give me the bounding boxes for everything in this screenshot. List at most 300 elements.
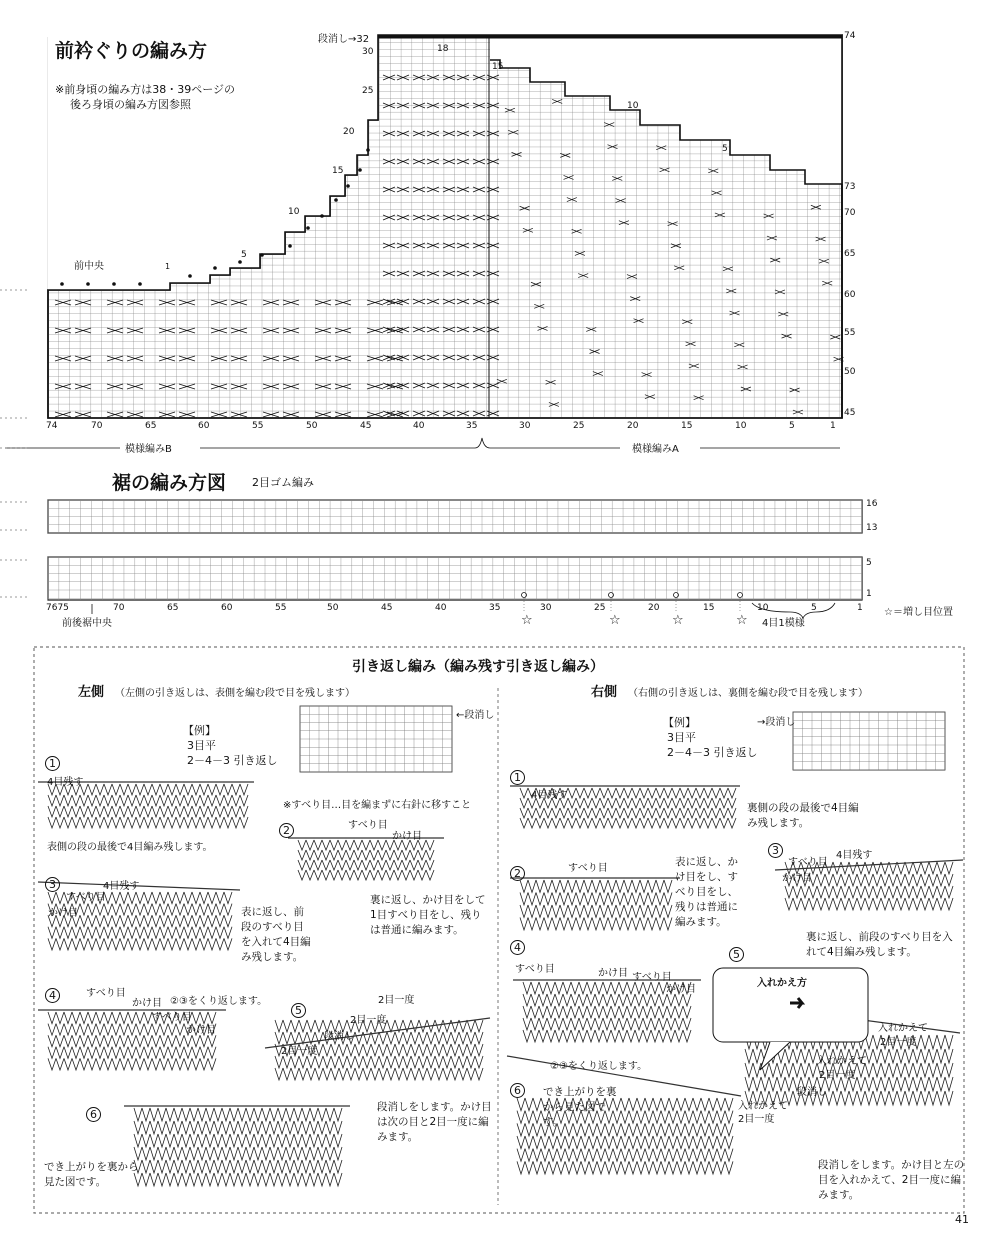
knit-stitch: [937, 1049, 945, 1063]
knit-stitch: [621, 1149, 629, 1162]
knit-stitch: [395, 1056, 403, 1068]
knit-stitch: [142, 1108, 150, 1121]
knit-stitch: [168, 1035, 176, 1047]
knit-stitch: [166, 1108, 174, 1121]
knit-stitch: [704, 818, 712, 828]
knit-stitch: [643, 1030, 651, 1042]
knit-stitch: [605, 1161, 613, 1174]
knit-stitch: [142, 1121, 150, 1134]
knit-stitch: [339, 1068, 347, 1080]
knit-stitch: [809, 1063, 817, 1077]
knit-stitch: [683, 1018, 691, 1030]
knit-stitch: [112, 806, 120, 817]
knit-stitch: [728, 798, 736, 808]
knit-stitch: [238, 1160, 246, 1173]
knit-stitch: [693, 1098, 701, 1111]
left-step5-text: 段消しをします。かけ目は次の目と2目一度に編みます。: [377, 1101, 492, 1143]
knit-stitch: [597, 1161, 605, 1174]
knit-stitch: [728, 818, 736, 828]
knit-stitch: [168, 795, 176, 806]
knit-stitch: [865, 862, 873, 874]
knit-stitch: [246, 1173, 254, 1186]
knit-stitch: [306, 850, 314, 860]
knit-stitch: [680, 808, 688, 818]
knit-stitch: [640, 808, 648, 818]
knit-stitch: [865, 1091, 873, 1105]
knit-stitch: [523, 1030, 531, 1042]
knit-stitch: [435, 1032, 443, 1044]
knit-stitch: [645, 1123, 653, 1136]
knit-stitch: [128, 904, 136, 916]
knit-stitch: [104, 1035, 112, 1047]
knit-stitch: [96, 938, 104, 950]
knit-stitch: [664, 808, 672, 818]
knit-stitch: [144, 806, 152, 817]
knit-stitch: [640, 893, 648, 906]
neck-col-10: 25: [573, 421, 585, 431]
right-step5-tag4: 2目一度: [819, 1070, 856, 1081]
knit-stitch: [680, 788, 688, 798]
knit-stitch: [222, 1160, 230, 1173]
knit-stitch: [560, 818, 568, 828]
knit-stitch: [520, 918, 528, 931]
knit-stitch: [637, 1136, 645, 1149]
knit-stitch: [833, 862, 841, 874]
knit-stitch: [857, 1077, 865, 1091]
knit-stitch: [331, 1044, 339, 1056]
knit-stitch: [648, 798, 656, 808]
knit-stitch: [291, 1068, 299, 1080]
knit-stitch: [889, 874, 897, 886]
knit-stitch: [355, 1056, 363, 1068]
knit-stitch: [745, 1049, 753, 1063]
knit-stitch: [587, 994, 595, 1006]
knit-stitch: [616, 798, 624, 808]
knit-stitch: [262, 1134, 270, 1147]
knit-stitch: [302, 1173, 310, 1186]
knit-stitch: [720, 818, 728, 828]
knit-stitch: [579, 994, 587, 1006]
knit-stitch: [208, 795, 216, 806]
knit-stitch: [198, 1121, 206, 1134]
neck-right-row-7: 45: [844, 408, 856, 418]
knit-stitch: [152, 892, 160, 904]
knit-stitch: [600, 798, 608, 808]
knit-stitch: [664, 918, 672, 931]
knit-stitch: [717, 1161, 725, 1174]
knit-stitch: [645, 1098, 653, 1111]
knit-stitch: [370, 850, 378, 860]
knit-stitch: [334, 1173, 342, 1186]
knit-stitch: [945, 874, 953, 886]
knit-stitch: [475, 1020, 483, 1032]
knit-stitch: [873, 886, 881, 898]
knit-stitch: [216, 817, 224, 828]
knit-stitch: [104, 1012, 112, 1024]
knit-stitch: [314, 840, 322, 850]
knit-stitch: [616, 818, 624, 828]
knit-stitch: [587, 982, 595, 994]
knit-stitch: [144, 915, 152, 927]
knit-stitch: [664, 798, 672, 808]
knit-stitch: [144, 892, 152, 904]
knit-stitch: [286, 1173, 294, 1186]
knit-stitch: [222, 1147, 230, 1160]
knit-stitch: [152, 1058, 160, 1070]
knit-stitch: [937, 886, 945, 898]
knit-stitch: [134, 1108, 142, 1121]
knit-stitch: [120, 784, 128, 795]
knit-stitch: [394, 860, 402, 870]
knit-stitch: [378, 850, 386, 860]
knit-stitch: [346, 840, 354, 850]
knit-stitch: [198, 1173, 206, 1186]
knit-stitch: [334, 1121, 342, 1134]
right-step6-num: 6: [510, 1083, 525, 1098]
knit-stitch: [520, 893, 528, 906]
knit-stitch: [88, 1024, 96, 1036]
knit-stitch: [552, 893, 560, 906]
knit-stitch: [394, 870, 402, 880]
knit-stitch: [905, 898, 913, 910]
page-number: 41: [955, 1213, 969, 1226]
knit-stitch: [571, 1018, 579, 1030]
right-step6-text: でき上がりを裏から見た図です。: [543, 1086, 617, 1128]
neck-right-row-0: 74: [844, 31, 856, 41]
knit-stitch: [270, 1147, 278, 1160]
knit-stitch: [184, 784, 192, 795]
knit-stitch: [584, 808, 592, 818]
knit-stitch: [659, 1018, 667, 1030]
knit-stitch: [88, 1047, 96, 1059]
knit-stitch: [286, 1108, 294, 1121]
knit-stitch: [937, 862, 945, 874]
knit-stitch: [232, 817, 240, 828]
knit-stitch: [120, 1058, 128, 1070]
knit-stitch: [286, 1121, 294, 1134]
knit-stitch: [88, 784, 96, 795]
knit-stitch: [112, 1024, 120, 1036]
knit-stitch: [645, 1161, 653, 1174]
knit-stitch: [298, 850, 306, 860]
knit-stitch: [725, 1149, 733, 1162]
knit-stitch: [318, 1147, 326, 1160]
knit-stitch: [640, 918, 648, 931]
knit-stitch: [635, 994, 643, 1006]
knit-stitch: [921, 874, 929, 886]
knit-stitch: [56, 1024, 64, 1036]
knit-stitch: [120, 1012, 128, 1024]
knit-stitch: [560, 918, 568, 931]
knit-stitch: [536, 905, 544, 918]
knit-stitch: [539, 1030, 547, 1042]
hem-col-9: 30: [540, 603, 552, 613]
knit-stitch: [411, 1044, 419, 1056]
knit-stitch: [200, 817, 208, 828]
knit-stitch: [112, 1012, 120, 1024]
knit-stitch: [168, 915, 176, 927]
knit-stitch: [929, 886, 937, 898]
knit-stitch: [635, 1006, 643, 1018]
knit-stitch: [568, 798, 576, 808]
knit-stitch: [232, 795, 240, 806]
knit-stitch: [120, 892, 128, 904]
knit-stitch: [897, 1049, 905, 1063]
knit-stitch: [136, 806, 144, 817]
knit-stitch: [613, 1149, 621, 1162]
knit-stitch: [581, 1149, 589, 1162]
right-step5-tag1: 入れかえて: [878, 1023, 928, 1034]
knit-stitch: [426, 860, 434, 870]
knit-stitch: [619, 982, 627, 994]
knit-stitch: [600, 893, 608, 906]
front-center-label: 前中央: [74, 261, 104, 272]
knit-stitch: [80, 915, 88, 927]
knit-stitch: [873, 898, 881, 910]
knit-stitch: [200, 1058, 208, 1070]
knit-stitch: [565, 1136, 573, 1149]
slip-note: ※すべり目…目を編まずに右針に移すこと: [283, 800, 472, 811]
knit-stitch: [72, 806, 80, 817]
knit-stitch: [627, 994, 635, 1006]
knit-stitch: [104, 904, 112, 916]
knit-stitch: [294, 1134, 302, 1147]
knit-stitch: [648, 893, 656, 906]
knit-stitch: [160, 1035, 168, 1047]
knit-stitch: [525, 1098, 533, 1111]
right-step2-text: 表に返し、かけ目をし、すべり目をし、残りは普通に編みます。: [675, 856, 738, 928]
knit-stitch: [905, 1063, 913, 1077]
knit-stitch: [198, 1108, 206, 1121]
knit-stitch: [675, 1018, 683, 1030]
knit-stitch: [523, 982, 531, 994]
knit-stitch: [326, 1173, 334, 1186]
knit-stitch: [608, 798, 616, 808]
knit-stitch: [216, 927, 224, 939]
knit-stitch: [208, 784, 216, 795]
knit-stitch: [48, 1058, 56, 1070]
knit-stitch: [619, 994, 627, 1006]
hem-center-label: 前後裾中央: [62, 618, 112, 629]
knit-stitch: [331, 1068, 339, 1080]
right-step4-tag4: かけ目: [666, 984, 696, 995]
knit-stitch: [568, 818, 576, 828]
knit-stitch: [913, 1049, 921, 1063]
knit-stitch: [693, 1136, 701, 1149]
knit-stitch: [709, 1123, 717, 1136]
knit-stitch: [88, 927, 96, 939]
knit-stitch: [246, 1121, 254, 1134]
knit-stitch: [873, 1091, 881, 1105]
knit-stitch: [629, 1161, 637, 1174]
knit-stitch: [168, 1058, 176, 1070]
knit-stitch: [184, 1058, 192, 1070]
hem-col-15: 1: [857, 603, 863, 613]
knit-stitch: [112, 795, 120, 806]
knit-stitch: [128, 915, 136, 927]
knit-stitch: [262, 1147, 270, 1160]
knit-stitch: [945, 1077, 953, 1091]
knit-stitch: [685, 1149, 693, 1162]
knit-stitch: [517, 1136, 525, 1149]
knit-stitch: [363, 1044, 371, 1056]
knit-stitch: [371, 1044, 379, 1056]
knit-stitch: [443, 1044, 451, 1056]
knit-stitch: [238, 1134, 246, 1147]
knit-stitch: [176, 904, 184, 916]
knit-stitch: [419, 1068, 427, 1080]
knit-stitch: [160, 817, 168, 828]
knit-stitch: [709, 1161, 717, 1174]
knit-stitch: [467, 1044, 475, 1056]
knit-stitch: [246, 1134, 254, 1147]
knit-stitch: [549, 1161, 557, 1174]
knit-stitch: [849, 874, 857, 886]
knit-stitch: [571, 994, 579, 1006]
knit-stitch: [701, 1136, 709, 1149]
knit-stitch: [547, 994, 555, 1006]
knit-stitch: [318, 1134, 326, 1147]
knit-stitch: [841, 1091, 849, 1105]
knit-stitch: [825, 898, 833, 910]
knit-stitch: [302, 1147, 310, 1160]
knit-stitch: [222, 1108, 230, 1121]
knit-stitch: [378, 860, 386, 870]
knit-stitch: [152, 806, 160, 817]
knit-stitch: [645, 1149, 653, 1162]
knit-stitch: [326, 1160, 334, 1173]
knit-stitch: [192, 904, 200, 916]
knit-stitch: [386, 850, 394, 860]
knit-stitch: [656, 788, 664, 798]
left-step3-tag3: かけ目: [48, 908, 78, 919]
knit-stitch: [539, 1018, 547, 1030]
knit-stitch: [579, 982, 587, 994]
knit-stitch: [291, 1020, 299, 1032]
knit-stitch: [310, 1121, 318, 1134]
knit-stitch: [136, 1035, 144, 1047]
knit-stitch: [544, 818, 552, 828]
knit-stitch: [712, 808, 720, 818]
knit-stitch: [929, 1077, 937, 1091]
knit-stitch: [222, 1121, 230, 1134]
knit-stitch: [435, 1044, 443, 1056]
knit-stitch: [318, 1173, 326, 1186]
knit-stitch: [80, 904, 88, 916]
knit-stitch: [330, 850, 338, 860]
knit-stitch: [643, 982, 651, 994]
neck-col-8: 35: [466, 421, 478, 431]
neck-col-3: 60: [198, 421, 210, 431]
knit-stitch: [184, 915, 192, 927]
knit-stitch: [627, 982, 635, 994]
knit-stitch: [254, 1134, 262, 1147]
knit-stitch: [262, 1173, 270, 1186]
knit-stitch: [579, 1030, 587, 1042]
knit-stitch: [72, 817, 80, 828]
knit-stitch: [611, 994, 619, 1006]
knit-stitch: [208, 1058, 216, 1070]
hem-row-2: 5: [866, 558, 872, 568]
knit-stitch: [362, 850, 370, 860]
knit-stitch: [56, 1047, 64, 1059]
knit-stitch: [661, 1149, 669, 1162]
knit-stitch: [299, 1020, 307, 1032]
hem-subtitle: 2目ゴム編み: [252, 476, 314, 489]
knit-stitch: [128, 1058, 136, 1070]
knit-stitch: [793, 1063, 801, 1077]
knit-stitch: [190, 1108, 198, 1121]
knit-stitch: [825, 874, 833, 886]
knit-stitch: [64, 806, 72, 817]
neck-left-row-2: 20: [343, 127, 355, 137]
neck-left-row-3: 15: [332, 166, 344, 176]
right-step5-tag7: 2目一度: [738, 1114, 775, 1125]
neck-col-11: 20: [627, 421, 639, 431]
neck-bullet: [112, 282, 116, 286]
knit-stitch: [410, 870, 418, 880]
knit-stitch: [552, 880, 560, 893]
knit-stitch: [326, 1147, 334, 1160]
knit-stitch: [334, 1160, 342, 1173]
knit-stitch: [88, 1058, 96, 1070]
knit-stitch: [80, 927, 88, 939]
star-mark-3: ☆: [672, 613, 684, 628]
knit-stitch: [166, 1173, 174, 1186]
knit-stitch: [905, 874, 913, 886]
neck-bullet: [320, 214, 324, 218]
knit-stitch: [560, 905, 568, 918]
neck-one-label: 1: [165, 262, 171, 271]
knit-stitch: [857, 874, 865, 886]
knit-stitch: [238, 1173, 246, 1186]
knit-stitch: [801, 1049, 809, 1063]
hem-col-7: 40: [435, 603, 447, 613]
knit-stitch: [555, 1030, 563, 1042]
knit-stitch: [427, 1056, 435, 1068]
knit-stitch: [608, 818, 616, 828]
knit-stitch: [206, 1147, 214, 1160]
knit-stitch: [152, 927, 160, 939]
knit-stitch: [621, 1136, 629, 1149]
knit-stitch: [80, 938, 88, 950]
knit-stitch: [605, 1149, 613, 1162]
knit-stitch: [299, 1068, 307, 1080]
knit-stitch: [608, 893, 616, 906]
knit-stitch: [64, 795, 72, 806]
knit-stitch: [667, 1030, 675, 1042]
knit-stitch: [603, 1006, 611, 1018]
knit-stitch: [200, 938, 208, 950]
knit-stitch: [555, 1006, 563, 1018]
knit-stitch: [865, 1077, 873, 1091]
knit-stitch: [528, 818, 536, 828]
knit-stitch: [587, 1030, 595, 1042]
knit-stitch: [608, 808, 616, 818]
knit-stitch: [56, 1035, 64, 1047]
knit-stitch: [168, 806, 176, 817]
knit-stitch: [48, 817, 56, 828]
knit-stitch: [136, 817, 144, 828]
knit-stitch: [214, 1160, 222, 1173]
knit-stitch: [693, 1149, 701, 1162]
knit-stitch: [283, 1020, 291, 1032]
knit-stitch: [720, 788, 728, 798]
knit-stitch: [945, 862, 953, 874]
right-step1-num: 1: [510, 770, 525, 785]
knit-stitch: [354, 840, 362, 850]
knit-stitch: [568, 788, 576, 798]
